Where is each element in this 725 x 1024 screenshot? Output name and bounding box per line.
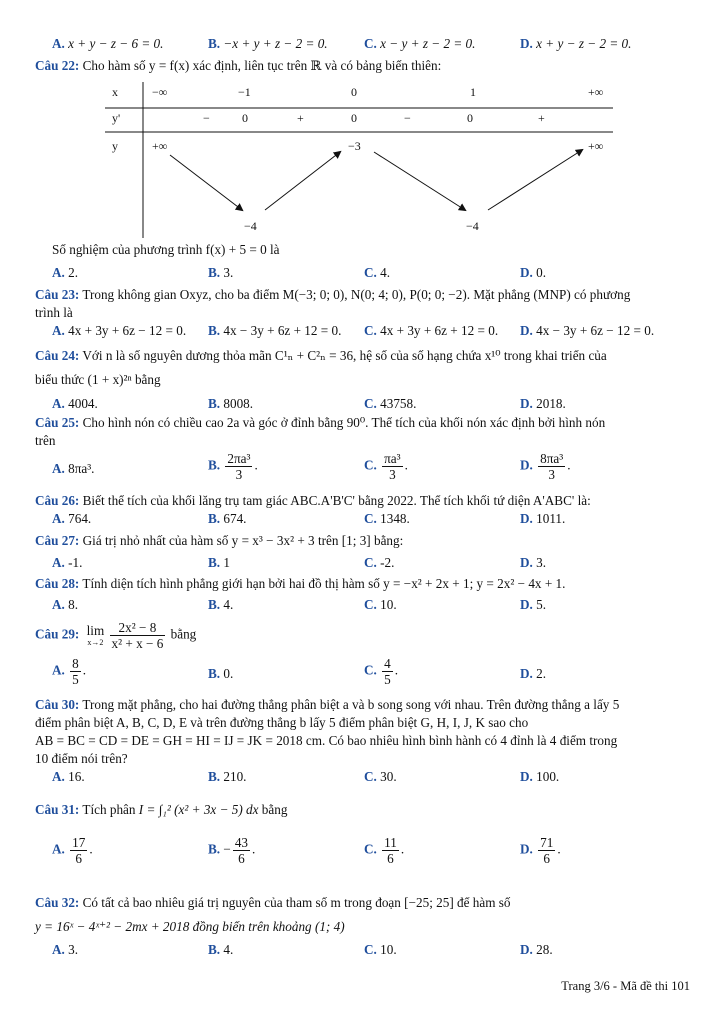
q22-stem: Câu 22: Cho hàm số y = f(x) xác định, liên tục trên ℝ và có bảng biến thiên:	[35, 58, 442, 73]
q28-option-d: D. 5.	[520, 597, 547, 612]
q31-option-a: A. $\frac{17}{6}$ .	[52, 835, 93, 867]
q32-stem-cont: y = 16ˣ − 4ˣ⁺² − 2mx + 2018 đồng biến trên khoảng (1; 4)	[35, 919, 345, 934]
q23-option-d: D. 4x − 3y + 6z − 12 = 0.	[520, 323, 655, 338]
q21-option-a: A. x + y − z − 6 = 0.	[52, 36, 164, 51]
q25-option-d: D. $\frac{\text{8πa³}}{3}$ .	[520, 451, 571, 483]
q24-stem-cont: biểu thức (1 + x)²ⁿ bằng	[35, 372, 161, 387]
q27-option-d: D. 3.	[520, 555, 547, 570]
q31-stem: Câu 31: Tích phân I = ∫₁² (x² + 3x − 5) dx bằng	[35, 802, 288, 817]
sign: −	[203, 111, 210, 125]
q26-option-b: B. 674.	[208, 511, 247, 526]
q26-option-d: D. 1011.	[520, 511, 566, 526]
q32-option-a: A. 3.	[52, 942, 79, 957]
q22-option-b: B. 3.	[208, 265, 234, 280]
sign: 0	[467, 111, 473, 125]
q24-option-d: D. 2018.	[520, 396, 566, 411]
q30-stem-cont: điểm phân biệt A, B, C, D, E và trên đường thẳng b lấy 5 điểm phân biệt G, H, I, J, K sao cho	[35, 715, 529, 730]
q21-option-c: C. x − y + z − 2 = 0.	[364, 36, 476, 51]
variation-table	[0, 0, 725, 250]
increasing-arrow	[265, 152, 340, 210]
q29-option-c: C. $\frac{4}{5}$ .	[364, 656, 399, 688]
q23-option-a: A. 4x + 3y + 6z − 12 = 0.	[52, 323, 187, 338]
sign: +	[297, 111, 304, 125]
q24-option-a: A. 4004.	[52, 396, 98, 411]
y-val: −4	[244, 219, 257, 233]
q23-option-c: C. 4x + 3y + 6z + 12 = 0.	[364, 323, 499, 338]
q21-option-d: D. x + y − z − 2 = 0.	[520, 36, 632, 51]
increasing-arrow	[488, 150, 582, 210]
row-label-x: x	[112, 85, 118, 99]
q28-option-a: A. 8.	[52, 597, 79, 612]
q26-stem: Câu 26: Biết thể tích của khối lăng trụ tam giác ABC.A'B'C' bằng 2022. Thể tích khối tứ diện A'ABC' là:	[35, 493, 591, 508]
q23-stem-cont: trình là	[35, 305, 73, 320]
q27-option-c: C. -2.	[364, 555, 395, 570]
q31-option-b: B. − $\frac{43}{6}$ .	[208, 835, 256, 867]
x-val: −1	[238, 85, 251, 99]
x-val: +∞	[588, 85, 604, 99]
sign: 0	[351, 111, 357, 125]
q23-stem: Câu 23: Trong không gian Oxyz, cho ba điểm M(−3; 0; 0), N(0; 4; 0), P(0; 0; −2). Mặt phẳng (MNP) có phương	[35, 287, 631, 302]
y-val: +∞	[588, 139, 604, 153]
x-val: 1	[470, 85, 476, 99]
page-footer: Trang 3/6 - Mã đề thi 101	[561, 979, 690, 993]
q29-stem: Câu 29: lim x→2 $\frac{\text{2x² − 8}}{\text{x² + x − 6}}$ bằng	[35, 620, 197, 652]
sign: +	[538, 111, 545, 125]
q29-option-b: B. 0.	[208, 666, 234, 681]
q30-option-d: D. 100.	[520, 769, 560, 784]
q28-option-c: C. 10.	[364, 597, 397, 612]
q28-option-b: B. 4.	[208, 597, 234, 612]
sign: −	[404, 111, 411, 125]
sign: 0	[242, 111, 248, 125]
q25-option-a: A. 8πa³.	[52, 461, 95, 476]
q28-stem: Câu 28: Tính diện tích hình phẳng giới hạn bởi hai đồ thị hàm số y = −x² + 2x + 1; y = 2x² − 4x + 1.	[35, 576, 566, 591]
q24-option-b: B. 8008.	[208, 396, 254, 411]
q27-option-b: B. 1	[208, 555, 230, 570]
q23-option-b: B. 4x − 3y + 6z + 12 = 0.	[208, 323, 342, 338]
x-val: −∞	[152, 85, 168, 99]
q31-option-c: C. $\frac{11}{6}$ .	[364, 835, 405, 867]
q26-option-c: C. 1348.	[364, 511, 410, 526]
q26-option-a: A. 764.	[52, 511, 92, 526]
q24-option-c: C. 43758.	[364, 396, 417, 411]
q30-option-a: A. 16.	[52, 769, 85, 784]
q31-option-d: D. $\frac{71}{6}$ .	[520, 835, 561, 867]
y-val: +∞	[152, 139, 168, 153]
q22-option-a: A. 2.	[52, 265, 79, 280]
q25-option-b: B. $\frac{\text{2πa³}}{3}$ .	[208, 451, 258, 483]
q24-stem: Câu 24: Với n là số nguyên dương thỏa mãn C¹ₙ + C²ₙ = 36, hệ số của số hạng chứa x¹⁰ trong khai triển của	[35, 348, 607, 363]
row-label-y: y	[112, 139, 118, 153]
q32-option-c: C. 10.	[364, 942, 397, 957]
decreasing-arrow	[170, 155, 242, 210]
q30-option-c: C. 30.	[364, 769, 397, 784]
q21-option-b: B. −x + y + z − 2 = 0.	[208, 36, 328, 51]
q22-substem: Số nghiệm của phương trình f(x) + 5 = 0 là	[52, 242, 280, 257]
q30-stem-cont: 10 điểm nói trên?	[35, 751, 128, 766]
q25-stem-cont: trên	[35, 433, 56, 448]
q29-option-a: A. $\frac{8}{5}$ .	[52, 656, 87, 688]
q32-option-b: B. 4.	[208, 942, 234, 957]
q30-stem-cont: AB = BC = CD = DE = GH = HI = IJ = JK = 2018 cm. Có bao nhiêu hình bình hành có 4 đỉnh là 4 điểm trong	[35, 733, 618, 748]
q22-option-c: C. 4.	[364, 265, 391, 280]
x-val: 0	[351, 85, 357, 99]
decreasing-arrow	[374, 152, 465, 210]
q30-stem: Câu 30: Trong mặt phẳng, cho hai đường thẳng phân biệt a và b song song với nhau. Trên đường thẳng a lấy 5	[35, 697, 620, 712]
q25-stem: Câu 25: Cho hình nón có chiều cao 2a và góc ở đỉnh bằng 90⁰. Thể tích của khối nón xác định bởi hình nón	[35, 415, 606, 430]
q30-option-b: B. 210.	[208, 769, 247, 784]
q29-option-d: D. 2.	[520, 666, 547, 681]
q25-option-c: C. $\frac{\text{πa³}}{3}$ .	[364, 451, 408, 483]
y-val: −3	[348, 139, 361, 153]
q27-option-a: A. -1.	[52, 555, 83, 570]
q27-stem: Câu 27: Giá trị nhỏ nhất của hàm số y = x³ − 3x² + 3 trên [1; 3] bằng:	[35, 533, 404, 548]
q22-option-d: D. 0.	[520, 265, 547, 280]
q32-option-d: D. 28.	[520, 942, 553, 957]
row-label-yprime: y'	[112, 111, 121, 125]
q32-stem: Câu 32: Có tất cả bao nhiêu giá trị nguyên của tham số m trong đoạn [−25; 25] để hàm số	[35, 895, 511, 910]
y-val: −4	[466, 219, 479, 233]
